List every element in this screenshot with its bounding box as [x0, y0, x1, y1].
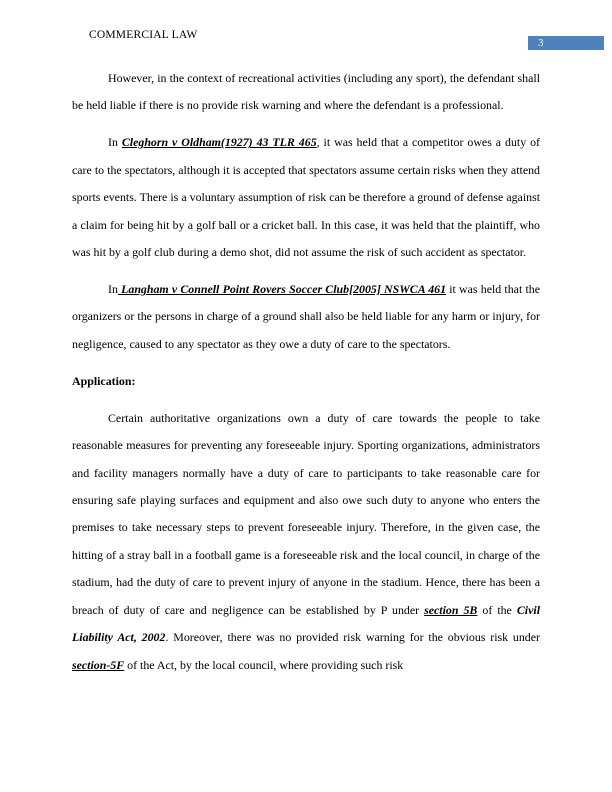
paragraph-text: In	[108, 135, 122, 150]
paragraph-text: of the	[477, 602, 517, 617]
paragraph-application	[72, 405, 540, 679]
paragraph-text: In	[108, 282, 118, 297]
paragraph-text: of the Act, by the local council, where providing such risk	[124, 657, 404, 672]
paragraph-text: , it was held that a competitor owes a duty of care to the spectators, although it is accepted that spectators assume certain risks when they attend sports events. There is a voluntary assumption of risk can be therefore a ground of defense against a claim for being hit by a golf ball or a cricket ball. In this case, it was held that the plaintiff, who was hit by a golf club during a demo shot, did not assume the risk of such accident as spectator.	[72, 135, 540, 260]
section-reference-5f: section-5F	[72, 657, 125, 672]
case-citation-langham: Langham v Connell Point Rovers Soccer Club[2005] NSWCA 461	[117, 282, 447, 297]
paragraph-risk-warning: However, in the context of recreational activities (including any sport), the defendant shall be held liable if there is no provide risk warning and where the defendant is a professional.	[72, 71, 540, 113]
paragraph-text: Certain authoritative organizations own a duty of care towards the people to take reasonable measures for preventing any foreseeable injury. Sporting organizations, administrators and facility managers normally have a duty of care to participants to take reasonable care for ensuring safe playing surfaces and equipment and also owe such duty to anyone who enters the premises to take necessary steps to prevent foreseeable injury. Therefore, in the given case, the hitting of a stray ball in a football game is a foreseeable risk and the local council, in charge of the stadium, had the duty of care to prevent injury of anyone in the stadium. Hence, there has been a breach of duty of care and negligence can be established by P under	[72, 410, 540, 617]
case-citation-cleghorn: Cleghorn v Oldham(1927) 43 TLR 465	[121, 135, 317, 150]
running-header-title: COMMERCIAL LAW	[89, 29, 198, 41]
section-reference-5b: section 5B	[424, 602, 478, 617]
statute-name: Civil Liability Act, 2002	[72, 602, 540, 645]
document-body	[72, 65, 540, 689]
paragraph-text: it was held that the organizers or the persons in charge of a ground shall also be held liable for any harm or injury, for negligence, caused to any spectator as they owe a duty of care to the spectators.	[72, 282, 540, 351]
paragraph-text: . Moreover, there was no provided risk warning for the obvious risk under	[165, 630, 540, 645]
paragraph-langham	[72, 276, 540, 358]
section-heading-application: Application:	[72, 373, 136, 388]
page-number-badge: 3	[528, 36, 604, 50]
paragraph-cleghorn	[72, 129, 540, 266]
